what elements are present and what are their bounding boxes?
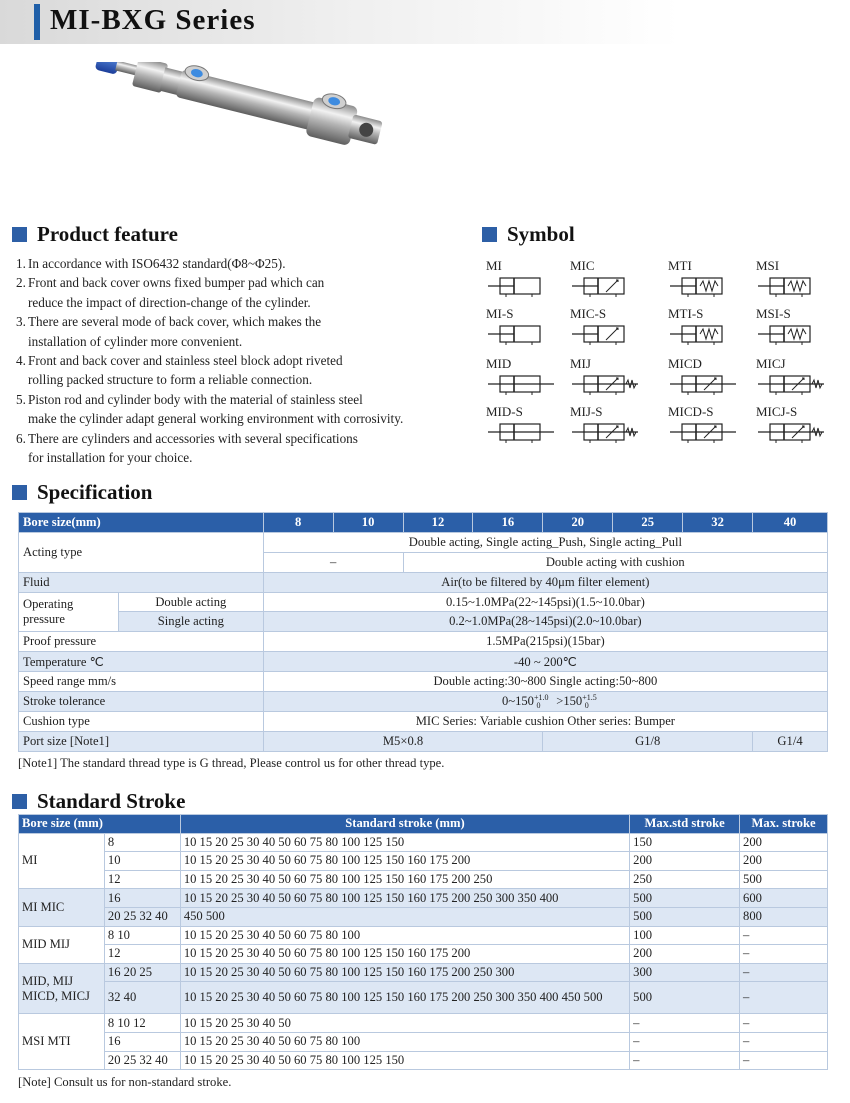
spec-value: G1/8 <box>543 731 753 751</box>
spec-label: Temperature ℃ <box>19 652 264 672</box>
symbol-mid <box>486 356 566 396</box>
spec-row <box>19 711 828 731</box>
cylinder-symbol-icon <box>486 372 556 396</box>
max-std-cell: 250 <box>630 870 740 889</box>
bore-cell: 16 <box>104 1032 180 1051</box>
symbol-label: MIJ-S <box>570 404 603 419</box>
max-std-cell: 200 <box>630 852 740 871</box>
strokes-cell: 10 15 20 25 30 40 50 60 75 80 100 125 150 <box>180 1051 629 1070</box>
spec-label: Fluid <box>19 572 264 592</box>
cylinder-symbol-icon <box>668 372 738 396</box>
symbol-heading <box>482 222 575 247</box>
symbol-msi-s <box>756 306 836 346</box>
cylinder-symbol-icon <box>570 274 640 298</box>
bore-cell: 8 10 12 <box>104 1014 180 1033</box>
spec-label: Proof pressure <box>19 632 264 652</box>
bore-cell: 16 20 25 <box>104 963 180 982</box>
max-std-cell: 150 <box>630 833 740 852</box>
spec-value: 1.5MPa(215psi)(15bar) <box>263 632 827 652</box>
standard-stroke-title: Standard Stroke <box>37 789 186 813</box>
product-feature-heading <box>12 222 178 247</box>
cylinder-product-image <box>75 62 395 192</box>
symbol-micj-s <box>756 404 836 444</box>
cylinder-symbol-icon <box>756 372 826 396</box>
bore-cell: 20 25 32 40 <box>104 1051 180 1070</box>
symbol-label: MICJ <box>756 356 786 371</box>
symbol-label: MIJ <box>570 356 591 371</box>
strokes-cell: 10 15 20 25 30 40 50 60 75 80 100 125 150 160 175 200 250 <box>180 870 629 889</box>
stroke-header-cell: Standard stroke (mm) <box>180 815 629 834</box>
cylinder-symbol-icon <box>486 420 556 444</box>
spec-sublabel: Single acting <box>118 612 263 632</box>
symbol-micj <box>756 356 836 396</box>
spec-value: MIC Series: Variable cushion Other series: Bumper <box>263 711 827 731</box>
spec-value: 0.2~1.0MPa(28~145psi)(2.0~10.0bar) <box>263 612 827 632</box>
spec-value: -40 ~ 200℃ <box>263 652 827 672</box>
symbol-mic <box>570 258 650 298</box>
model-cell: MI <box>19 833 105 889</box>
max-stroke-cell: 600 <box>740 889 828 908</box>
spec-value: – <box>263 552 403 572</box>
max-std-cell: – <box>630 1032 740 1051</box>
stroke-header-cell: Max. stroke <box>740 815 828 834</box>
spec-row <box>19 731 828 751</box>
max-stroke-cell: – <box>740 1014 828 1033</box>
cylinder-symbol-icon <box>486 322 556 346</box>
spec-value: Double acting with cushion <box>403 552 827 572</box>
max-stroke-cell: 200 <box>740 852 828 871</box>
feature-item: 5. Piston rod and cylinder body with the material of stainless steel <box>16 391 363 407</box>
spec-header-cell: 32 <box>683 513 753 533</box>
spec-value: G1/4 <box>753 731 828 751</box>
spec-row <box>19 672 828 692</box>
symbol-label: MSI <box>756 258 780 273</box>
max-std-cell: 500 <box>630 889 740 908</box>
max-std-cell: 500 <box>630 907 740 926</box>
spec-row <box>19 592 828 612</box>
product-feature-title: Product feature <box>37 222 178 246</box>
strokes-cell: 10 15 20 25 30 40 50 60 75 80 100 125 150 160 175 200 250 300 <box>180 963 629 982</box>
spec-header-cell: 12 <box>403 513 473 533</box>
symbol-label: MID-S <box>486 404 523 419</box>
stroke-header-cell: Bore size (mm) <box>19 815 181 834</box>
spec-value: Double acting:30~800 Single acting:50~800 <box>263 672 827 692</box>
strokes-cell: 10 15 20 25 30 40 50 60 75 80 100 <box>180 1032 629 1051</box>
max-std-cell: 500 <box>630 982 740 1014</box>
symbol-mij <box>570 356 650 396</box>
table-row <box>19 945 828 964</box>
bore-cell: 32 40 <box>104 982 180 1014</box>
model-cell: MID MIJ <box>19 926 105 963</box>
feature-item: 1. In accordance with ISO6432 standard(Φ8~Φ25). <box>16 256 286 271</box>
feature-item: 6. There are cylinders and accessories with several specifications <box>16 430 358 446</box>
symbol-label: MID <box>486 356 512 371</box>
spec-value: M5×0.8 <box>263 731 543 751</box>
table-row <box>19 926 828 945</box>
spec-value: 0.15~1.0MPa(22~145psi)(1.5~10.0bar) <box>263 592 827 612</box>
feature-list <box>16 254 466 467</box>
spec-row <box>19 532 828 552</box>
max-stroke-cell: 200 <box>740 833 828 852</box>
table-row <box>19 907 828 926</box>
strokes-cell: 10 15 20 25 30 40 50 60 75 80 100 125 150 160 175 200 250 300 350 400 450 500 <box>180 982 629 1014</box>
bore-cell: 8 10 <box>104 926 180 945</box>
spec-header-cell: 20 <box>543 513 613 533</box>
specification-title: Specification <box>37 480 153 504</box>
specification-table <box>18 512 828 752</box>
symbol-msi <box>756 258 836 298</box>
spec-label: Port size [Note1] <box>19 731 264 751</box>
bore-cell: 10 <box>104 852 180 871</box>
cylinder-symbol-icon <box>570 322 640 346</box>
model-cell: MI MIC <box>19 889 105 926</box>
symbol-label: MI-S <box>486 306 514 321</box>
table-row <box>19 963 828 982</box>
section-marker <box>12 227 27 242</box>
bore-cell: 20 25 32 40 <box>104 907 180 926</box>
symbol-label: MTI-S <box>668 306 704 321</box>
symbol-label: MICD <box>668 356 702 371</box>
spec-value: $0\sim 150^{+1.0}_0$ $>150^{+1.5}_0$ <box>263 692 827 712</box>
strokes-cell: 450 500 <box>180 907 629 926</box>
table-row <box>19 1032 828 1051</box>
symbol-mic-s <box>570 306 650 346</box>
symbol-mti-s <box>668 306 748 346</box>
feature-item-cont: rolling packed structure to form a reliable connection. <box>28 372 313 388</box>
cylinder-symbol-icon <box>668 322 738 346</box>
symbol-micd-s <box>668 404 748 444</box>
spec-header-cell: 40 <box>753 513 828 533</box>
spec-label: Acting type <box>19 532 264 572</box>
cylinder-symbol-icon <box>668 274 738 298</box>
strokes-cell: 10 15 20 25 30 40 50 60 75 80 100 125 150 160 175 200 250 300 350 400 <box>180 889 629 908</box>
cylinder-symbol-icon <box>486 274 556 298</box>
title-accent <box>34 4 40 40</box>
spec-sublabel: Double acting <box>118 592 263 612</box>
symbol-mi-s <box>486 306 566 346</box>
page-title: MI-BXG Series <box>50 4 256 36</box>
max-std-cell: 200 <box>630 945 740 964</box>
spec-value: Double acting, Single acting_Push, Single acting_Pull <box>263 532 827 552</box>
spec-row <box>19 632 828 652</box>
strokes-cell: 10 15 20 25 30 40 50 60 75 80 100 125 150 160 175 200 <box>180 945 629 964</box>
spec-note: [Note1] The standard thread type is G thread, Please control us for other thread type. <box>18 756 445 770</box>
symbol-title: Symbol <box>507 222 575 246</box>
symbol-mij-s <box>570 404 650 444</box>
spec-row <box>19 692 828 712</box>
section-marker <box>482 227 497 242</box>
max-std-cell: – <box>630 1014 740 1033</box>
stroke-note: [Note] Consult us for non-standard stroke. <box>18 1075 232 1089</box>
title-bar <box>0 0 850 44</box>
strokes-cell: 10 15 20 25 30 40 50 60 75 80 100 125 150 <box>180 833 629 852</box>
max-stroke-cell: – <box>740 945 828 964</box>
symbol-mti <box>668 258 748 298</box>
bore-cell: 12 <box>104 945 180 964</box>
spec-header-row <box>19 513 828 533</box>
feature-item: 4. Front and back cover and stainless steel block adopt riveted <box>16 353 343 369</box>
stroke-header-row <box>19 815 828 834</box>
cylinder-symbol-icon <box>668 420 738 444</box>
feature-item-cont: make the cylinder adapt general working environment with corrosivity. <box>28 411 404 427</box>
cylinder-symbol-icon <box>570 420 640 444</box>
max-stroke-cell: – <box>740 926 828 945</box>
max-stroke-cell: 800 <box>740 907 828 926</box>
table-row <box>19 833 828 852</box>
bore-cell: 12 <box>104 870 180 889</box>
symbol-mid-s <box>486 404 566 444</box>
spec-row <box>19 612 828 632</box>
symbol-label: MI <box>486 258 502 273</box>
max-stroke-cell: – <box>740 963 828 982</box>
table-row <box>19 982 828 1014</box>
spec-label: Cushion type <box>19 711 264 731</box>
spec-label: Stroke tolerance <box>19 692 264 712</box>
cylinder-symbol-icon <box>570 372 640 396</box>
feature-item-cont: for installation for your choice. <box>28 450 193 466</box>
spec-header-cell: 16 <box>473 513 543 533</box>
max-std-cell: 100 <box>630 926 740 945</box>
max-stroke-cell: – <box>740 1051 828 1070</box>
table-row <box>19 1051 828 1070</box>
symbol-micd <box>668 356 748 396</box>
symbol-mi <box>486 258 566 298</box>
max-stroke-cell: – <box>740 982 828 1014</box>
symbol-label: MICJ-S <box>756 404 798 419</box>
model-cell: MID, MIJ MICD, MICJ <box>19 963 105 1014</box>
max-stroke-cell: 500 <box>740 870 828 889</box>
spec-value: Air(to be filtered by 40μm filter element) <box>263 572 827 592</box>
table-row <box>19 852 828 871</box>
feature-item: 3. There are several mode of back cover, which makes the <box>16 314 322 330</box>
max-stroke-cell: – <box>740 1032 828 1051</box>
standard-stroke-heading <box>12 789 185 814</box>
table-row <box>19 1014 828 1033</box>
spec-row <box>19 572 828 592</box>
section-marker <box>12 794 27 809</box>
symbol-label: MIC <box>570 258 595 273</box>
cylinder-symbol-icon <box>756 274 826 298</box>
spec-row <box>19 652 828 672</box>
model-cell: MSI MTI <box>19 1014 105 1070</box>
cylinder-symbol-icon <box>756 420 826 444</box>
stroke-header-cell: Max.std stroke <box>630 815 740 834</box>
section-marker <box>12 485 27 500</box>
strokes-cell: 10 15 20 25 30 40 50 60 75 80 100 <box>180 926 629 945</box>
feature-item: 2. Front and back cover owns fixed bumper pad which can <box>16 275 325 291</box>
spec-header-cell: 8 <box>263 513 333 533</box>
strokes-cell: 10 15 20 25 30 40 50 60 75 80 100 125 150 160 175 200 <box>180 852 629 871</box>
symbol-label: MTI <box>668 258 692 273</box>
bore-cell: 16 <box>104 889 180 908</box>
spec-header-cell: Bore size(mm) <box>19 513 264 533</box>
spec-header-cell: 10 <box>333 513 403 533</box>
specification-heading <box>12 480 153 505</box>
bore-cell: 8 <box>104 833 180 852</box>
table-row <box>19 870 828 889</box>
spec-header-cell: 25 <box>613 513 683 533</box>
spec-label: Speed range mm/s <box>19 672 264 692</box>
feature-item-cont: reduce the impact of direction-change of the cylinder. <box>28 294 311 310</box>
strokes-cell: 10 15 20 25 30 40 50 <box>180 1014 629 1033</box>
cylinder-symbol-icon <box>756 322 826 346</box>
symbol-grid <box>480 258 840 458</box>
max-std-cell: 300 <box>630 963 740 982</box>
spec-label: Operating pressure <box>19 592 119 632</box>
symbol-label: MIC-S <box>570 306 607 321</box>
symbol-label: MICD-S <box>668 404 714 419</box>
max-std-cell: – <box>630 1051 740 1070</box>
stroke-table <box>18 814 828 1070</box>
table-row <box>19 889 828 908</box>
feature-item-cont: installation of cylinder more convenient. <box>28 333 243 349</box>
symbol-label: MSI-S <box>756 306 791 321</box>
